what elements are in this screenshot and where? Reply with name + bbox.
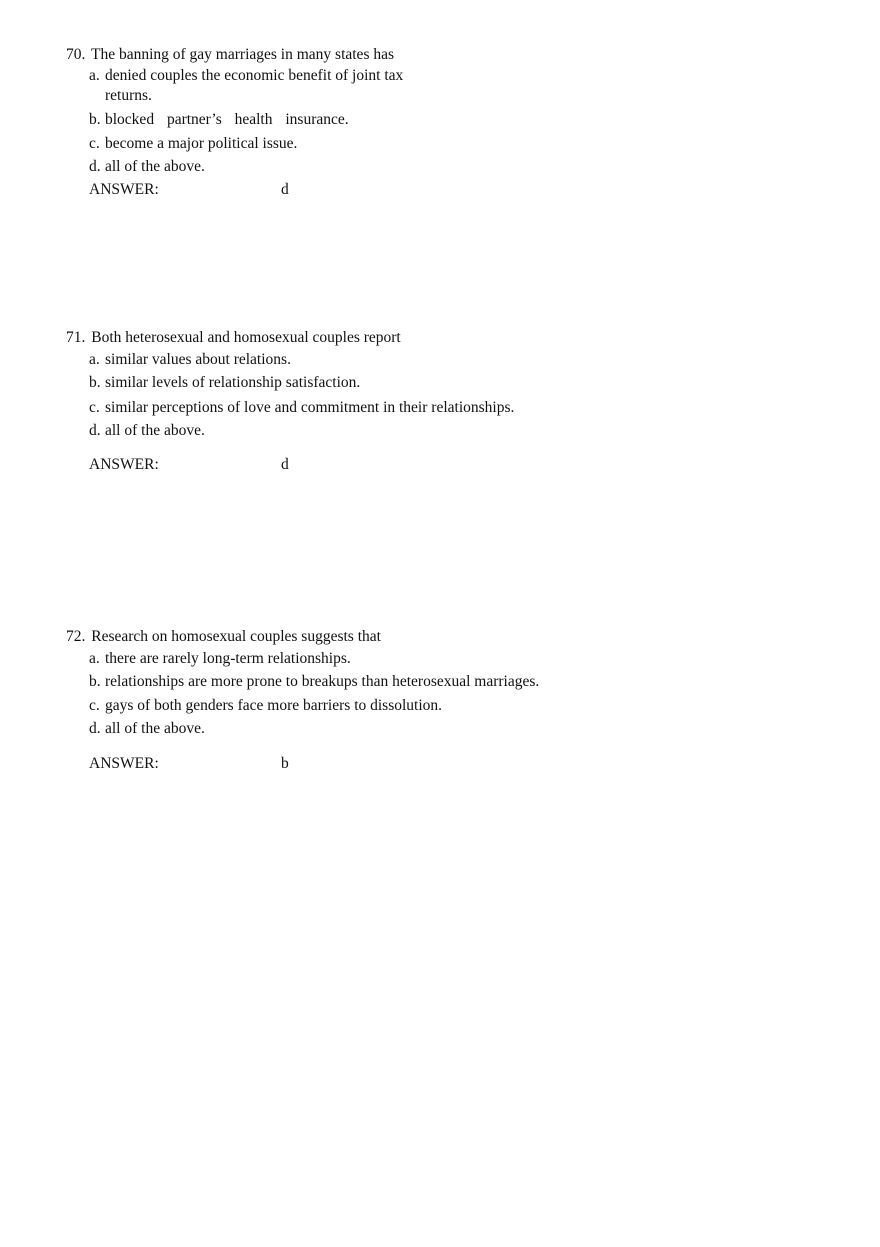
option-letter: d.: [89, 158, 101, 175]
option-letter: b.: [89, 673, 101, 690]
question-70: [66, 45, 626, 200]
answer-row: [66, 754, 626, 774]
question-text: The banning of gay marriages in many states has: [90, 46, 395, 63]
option-c: [66, 696, 626, 716]
option-letter: c.: [89, 399, 100, 416]
option-text: all of the above.: [105, 422, 205, 439]
question-text: Research on homosexual couples suggests that: [91, 628, 381, 645]
question-71: [66, 328, 626, 475]
question-72: [66, 627, 626, 774]
option-letter: c.: [89, 135, 100, 152]
answer-label: ANSWER:: [89, 755, 159, 772]
option-a: [66, 350, 626, 370]
option-list: [66, 350, 626, 441]
option-a: [66, 66, 626, 106]
option-letter: a.: [89, 650, 100, 667]
answer-row: [66, 455, 626, 475]
option-text: there are rarely long-term relationships.: [105, 650, 351, 667]
question-stem: [66, 45, 626, 65]
answer-label: ANSWER:: [89, 181, 159, 198]
option-letter: d.: [89, 422, 101, 439]
option-b: [66, 672, 626, 692]
option-text: blocked partner’s health insurance.: [105, 111, 349, 128]
option-letter: b.: [89, 374, 101, 391]
option-text: similar levels of relationship satisfaction.: [105, 374, 361, 391]
option-c: [66, 398, 626, 418]
option-a: [66, 649, 626, 669]
option-letter: c.: [89, 697, 100, 714]
question-number: 70.: [66, 46, 86, 63]
question-number: 71.: [66, 329, 86, 346]
answer-row: [66, 180, 626, 200]
option-text: all of the above.: [105, 158, 205, 175]
option-text: gays of both genders face more barriers to dissolution.: [105, 697, 443, 714]
question-number: 72.: [66, 628, 86, 645]
option-d: [66, 421, 626, 441]
option-text: relationships are more prone to breakups than heterosexual marriages.: [105, 673, 540, 690]
option-list: [66, 649, 626, 739]
option-text: all of the above.: [105, 720, 205, 737]
answer-value: d: [281, 456, 289, 473]
answer-value: b: [281, 755, 289, 772]
option-c: [66, 134, 626, 154]
option-text: similar values about relations.: [105, 351, 291, 368]
question-stem: [66, 328, 626, 348]
answer-value: d: [281, 181, 289, 198]
option-d: [66, 157, 626, 177]
option-text: become a major political issue.: [105, 135, 298, 152]
option-letter: b.: [89, 111, 101, 128]
option-b: [66, 373, 626, 393]
answer-label: ANSWER:: [89, 456, 159, 473]
option-text: similar perceptions of love and commitment in their relationships.: [105, 399, 515, 416]
option-list: [66, 66, 626, 177]
question-text: Both heterosexual and homosexual couples report: [91, 329, 401, 346]
option-d: [66, 719, 626, 739]
option-letter: d.: [89, 720, 101, 737]
option-b: [66, 110, 626, 130]
option-letter: a.: [89, 67, 100, 84]
option-letter: a.: [89, 351, 100, 368]
question-stem: [66, 627, 626, 647]
option-text: denied couples the economic benefit of joint tax returns.: [105, 67, 404, 104]
